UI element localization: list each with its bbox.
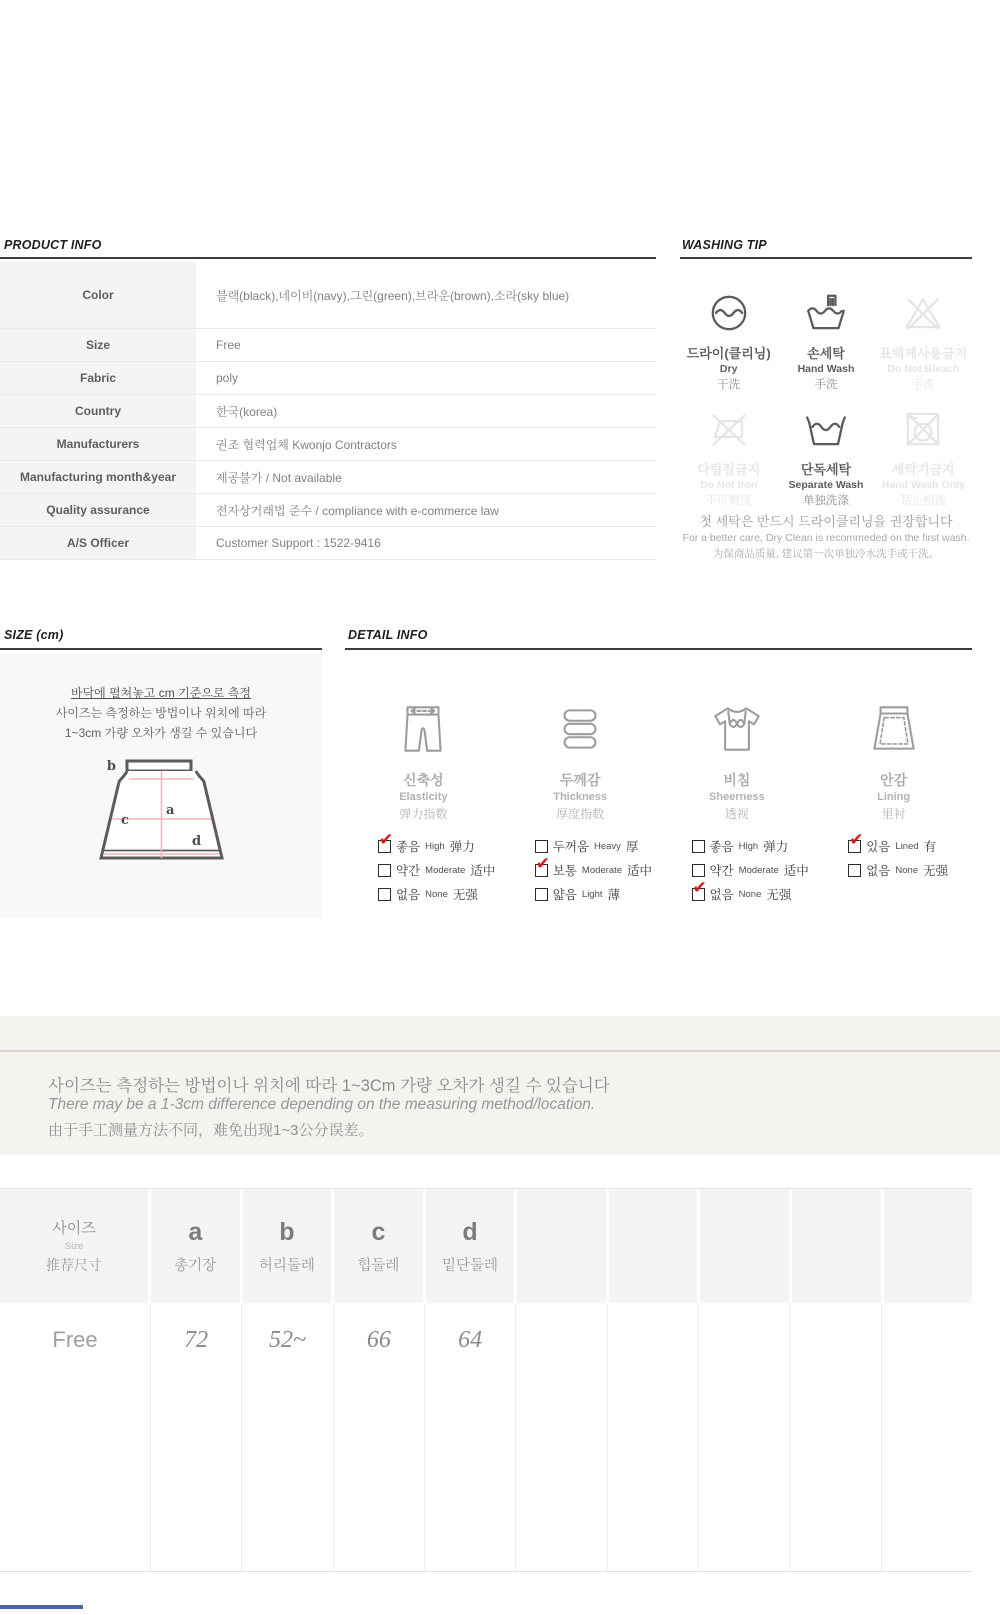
checkbox-unchecked: [378, 888, 391, 901]
notice-en: There may be a 1-3cm difference depending on the measuring method/location.: [48, 1096, 596, 1113]
do-not-bleach-icon: [900, 290, 946, 341]
cell-d: [424, 1303, 515, 1571]
option-list: [502, 837, 659, 903]
red-check-icon: ✔: [535, 853, 550, 874]
separate-wash-icon: [803, 406, 849, 457]
detail-col-lining: [815, 698, 972, 903]
header-cell-b: [240, 1189, 332, 1303]
washing-tip-divider: [680, 257, 972, 259]
measure-value-b: 52~: [269, 1327, 306, 1353]
option-ko: 없음: [709, 888, 734, 902]
cell-empty: [881, 1303, 972, 1571]
do-not-iron-icon: [706, 406, 752, 457]
wash-cell-do-not-iron: [680, 406, 777, 508]
cell-size: [0, 1303, 150, 1571]
measure-letter: d: [462, 1217, 478, 1246]
wash-label-zh: 手洗: [814, 379, 838, 391]
measure-label: 허리둘레: [258, 1257, 315, 1274]
option-zh: 薄: [607, 888, 621, 902]
option-row: [535, 837, 659, 855]
row-value: 블랙(black),네이비(navy),그린(green),브라운(brown),소라(sky blue): [216, 288, 570, 303]
option-zh: 弹力: [763, 840, 789, 854]
table-row: [0, 461, 656, 494]
row-label: Country: [0, 395, 196, 427]
wash-label-ko: 표백제사용금지: [879, 346, 968, 361]
option-en: Moderate: [425, 864, 466, 876]
wash-label-ko: 단독세탁: [800, 462, 852, 477]
option-zh: 适中: [627, 864, 653, 878]
measure-label: 밑단둘레: [441, 1257, 498, 1274]
row-label: Color: [0, 262, 196, 328]
checkbox-checked: [848, 829, 864, 853]
cell-b: [241, 1303, 332, 1571]
detail-label-en: Elasticity: [399, 791, 448, 803]
detail-info-grid: [345, 698, 972, 903]
wash-label-ko: 손세탁: [807, 346, 845, 361]
detail-col-thickness: [502, 698, 659, 903]
option-row: [535, 853, 659, 879]
washing-note: [680, 511, 972, 561]
header-cell-c: [331, 1189, 423, 1303]
measure-letter: b: [279, 1217, 295, 1246]
wash-cell-dry-clean: [680, 290, 777, 392]
size-value: Free: [52, 1327, 98, 1352]
detail-label-en: Thickness: [553, 791, 608, 803]
wash-label-zh: 禁止机洗: [900, 495, 947, 507]
row-value: 제공불가 / Not available: [216, 470, 342, 485]
checkbox-unchecked: [692, 840, 705, 853]
detail-label-ko: 비침: [723, 772, 751, 788]
row-label: Size: [0, 329, 196, 361]
measure-value-d: 64: [458, 1327, 483, 1353]
option-ko: 좋음: [396, 840, 421, 854]
wash-label-ko: 다림질금지: [697, 462, 761, 477]
wash-cell-separate-wash: [777, 406, 874, 508]
red-check-icon: ✔: [692, 877, 707, 898]
measure-caution-line: 사이즈는 측정하는 방법이나 위치에 따라: [55, 706, 267, 720]
washing-tip-title: WASHING TIP: [682, 238, 767, 252]
wash-label-zh: 不可熨烫: [705, 495, 752, 507]
header-cell-d: [423, 1189, 515, 1303]
row-label: A/S Officer: [0, 527, 196, 559]
option-row: [692, 877, 816, 903]
option-row: [692, 837, 816, 855]
option-ko: 두꺼움: [552, 840, 589, 854]
detail-label-en: Lining: [877, 791, 911, 803]
product-info-title: PRODUCT INFO: [4, 238, 102, 252]
option-row: [535, 885, 659, 903]
row-value: 전자상거래법 준수 / compliance with e-commerce law: [216, 503, 499, 518]
checkbox-unchecked: [535, 888, 548, 901]
row-value: 한국(korea): [216, 404, 278, 419]
option-list: [659, 837, 816, 903]
table-row: [0, 362, 656, 395]
measure-value-a: 72: [184, 1327, 209, 1353]
sheerness-shirt-icon: [706, 698, 768, 765]
diagram-label-b: b: [106, 759, 116, 774]
product-info-divider: [0, 257, 656, 259]
table-row: [0, 428, 656, 461]
option-zh: 适中: [783, 864, 809, 878]
row-value: Free: [216, 338, 241, 352]
wash-label-en: Hand Wash Only: [881, 479, 965, 491]
thickness-layers-icon: [549, 698, 611, 765]
red-check-icon: ✔: [379, 829, 394, 850]
option-zh: 适中: [470, 864, 496, 878]
washing-icons-grid: [680, 290, 972, 508]
option-ko: 보통: [552, 864, 577, 878]
option-en: High: [425, 840, 445, 852]
size-section-divider: [0, 648, 322, 650]
notice-band-rule: [0, 1050, 1000, 1052]
wash-cell-no-machine-wash: [875, 406, 972, 508]
option-list: [815, 829, 972, 879]
washing-note-ko: 첫 세탁은 반드시 드라이클리닝을 권장합니다: [699, 514, 953, 529]
wash-label-en: Do Not Bleach: [887, 363, 960, 375]
option-en: Lined: [895, 840, 919, 852]
diagram-label-a: a: [165, 803, 174, 818]
detail-col-elasticity: [345, 698, 502, 903]
option-row: [378, 885, 502, 903]
row-label: Quality assurance: [0, 494, 196, 526]
checkbox-unchecked: [848, 864, 861, 877]
header-cell-empty: [697, 1189, 789, 1303]
wash-label-zh: 手洗: [911, 379, 935, 391]
checkbox-unchecked: [535, 840, 548, 853]
checkbox-checked: [692, 877, 707, 901]
row-value: Customer Support : 1522-9416: [216, 536, 381, 550]
wash-cell-do-not-bleach: [875, 290, 972, 392]
option-ko: 없음: [396, 888, 421, 902]
measure-letter: a: [188, 1217, 203, 1246]
option-zh: 有: [923, 840, 937, 854]
product-info-table: [0, 262, 656, 560]
cell-empty: [515, 1303, 606, 1571]
detail-label-en: Sheerness: [709, 791, 765, 803]
option-row: [848, 861, 972, 879]
size-header-ko: 사이즈: [52, 1220, 96, 1237]
washing-note-zh: 为保商品质量, 建议第一次单独冷水洗手或干洗。: [712, 548, 940, 560]
detail-label-zh: 厚度指数: [556, 807, 605, 821]
checkbox-unchecked: [692, 864, 705, 877]
size-header-zh: 推荐尺寸: [46, 1257, 102, 1273]
cell-empty: [789, 1303, 880, 1571]
washing-note-en: For a better care, Dry Clean is recommeded on the first wash.: [682, 532, 970, 544]
option-list: [345, 829, 502, 903]
notice-zh: 由于手工测量方法不同，难免出现1~3公分误差。: [48, 1122, 374, 1139]
size-table: [0, 1188, 972, 1572]
option-zh: 无强: [766, 888, 792, 902]
option-zh: 厚: [625, 840, 639, 854]
option-en: Moderate: [581, 864, 623, 876]
detail-label-ko: 안감: [880, 772, 908, 788]
cell-a: [150, 1303, 241, 1571]
wash-label-en: Do Not Iron: [700, 479, 758, 491]
option-row: [848, 829, 972, 855]
row-value: poly: [216, 371, 239, 385]
wash-label-en: Hand Wash: [797, 363, 855, 375]
checkbox-checked: [535, 853, 550, 877]
size-section-title: SIZE (cm): [4, 628, 64, 642]
wash-label-zh: 单独洗涤: [802, 495, 849, 507]
detail-label-zh: 里衬: [881, 807, 906, 821]
detail-label-ko: 신축성: [403, 772, 444, 788]
wash-label-zh: 干洗: [717, 379, 741, 391]
detail-label-ko: 두께감: [559, 772, 601, 788]
option-zh: 无强: [452, 888, 478, 902]
option-ko: 얇음: [552, 888, 577, 902]
bottom-accent-bar: [0, 1605, 83, 1609]
measure-value-c: 66: [366, 1327, 391, 1353]
option-row: [378, 829, 502, 855]
measure-caution-line: 1~3cm 가량 오차가 생길 수 있습니다: [64, 726, 258, 740]
wash-cell-hand-wash: [777, 290, 874, 392]
header-cell-empty: [789, 1189, 881, 1303]
hand-wash-icon: [803, 290, 849, 341]
size-notice-band: [0, 1016, 1000, 1155]
option-en: None: [895, 864, 919, 876]
wash-label-ko: 세탁기금지: [891, 462, 955, 477]
measure-label: 힙둘레: [357, 1257, 400, 1274]
size-measure-box: [0, 654, 322, 918]
option-ko: 있음: [866, 840, 891, 854]
header-cell-empty: [881, 1189, 973, 1303]
table-row: [0, 494, 656, 527]
size-table-header: [0, 1188, 972, 1303]
option-ko: 약간: [709, 864, 734, 878]
row-label: Fabric: [0, 362, 196, 394]
cell-empty: [698, 1303, 789, 1571]
cell-c: [333, 1303, 424, 1571]
size-table-row: [0, 1303, 972, 1572]
option-en: Moderate: [738, 864, 779, 876]
header-cell-empty: [514, 1189, 606, 1303]
option-row: [692, 861, 816, 879]
option-ko: 약간: [396, 864, 421, 878]
option-en: None: [425, 888, 448, 900]
diagram-label-d: d: [191, 834, 201, 849]
row-value: 권조 협력업체 Kwonjo Contractors: [216, 437, 397, 452]
header-cell-size: [0, 1189, 148, 1303]
skirt-measure-diagram: [0, 755, 322, 875]
diagram-label-c: c: [120, 813, 129, 828]
cell-empty: [607, 1303, 698, 1571]
option-en: Light: [581, 888, 603, 900]
elasticity-pants-icon: [392, 698, 454, 765]
wash-label-en: Dry: [719, 363, 738, 375]
table-row: [0, 329, 656, 362]
detail-info-divider: [345, 648, 972, 650]
no-machine-wash-icon: [900, 406, 946, 457]
detail-label-zh: 弹力指数: [399, 807, 448, 821]
table-row: [0, 262, 656, 329]
dry-clean-icon: [706, 290, 752, 341]
option-zh: 弹力: [449, 840, 475, 854]
option-ko: 좋음: [709, 840, 734, 854]
red-check-icon: ✔: [849, 829, 864, 850]
option-ko: 없음: [866, 864, 891, 878]
notice-ko: 사이즈는 측정하는 방법이나 위치에 따라 1~3Cm 가량 오차가 생길 수 있습니다: [48, 1077, 610, 1095]
checkbox-unchecked: [378, 864, 391, 877]
option-en: High: [738, 840, 759, 852]
detail-info-title: DETAIL INFO: [348, 628, 428, 642]
size-header-en: Size: [64, 1241, 84, 1252]
table-row: [0, 527, 656, 560]
header-cell-empty: [606, 1189, 698, 1303]
detail-label-zh: 透视: [724, 807, 749, 821]
row-label: Manufacturers: [0, 428, 196, 460]
option-zh: 无强: [923, 864, 949, 878]
row-label: Manufacturing month&year: [0, 461, 196, 493]
measure-letter: c: [371, 1217, 386, 1246]
lining-skirt-icon: [863, 698, 925, 765]
option-en: None: [738, 888, 762, 900]
option-row: [378, 861, 502, 879]
option-en: Heavy: [593, 840, 621, 852]
measure-label: 총기장: [174, 1257, 217, 1274]
table-row: [0, 395, 656, 428]
measure-guide-line: 바닥에 펼쳐놓고 cm 기준으로 측정: [70, 686, 252, 700]
header-cell-a: [148, 1189, 240, 1303]
detail-col-sheerness: [659, 698, 816, 903]
checkbox-checked: [378, 829, 394, 853]
wash-label-ko: 드라이(클리닝): [686, 346, 771, 361]
wash-label-en: Separate Wash: [788, 479, 864, 491]
